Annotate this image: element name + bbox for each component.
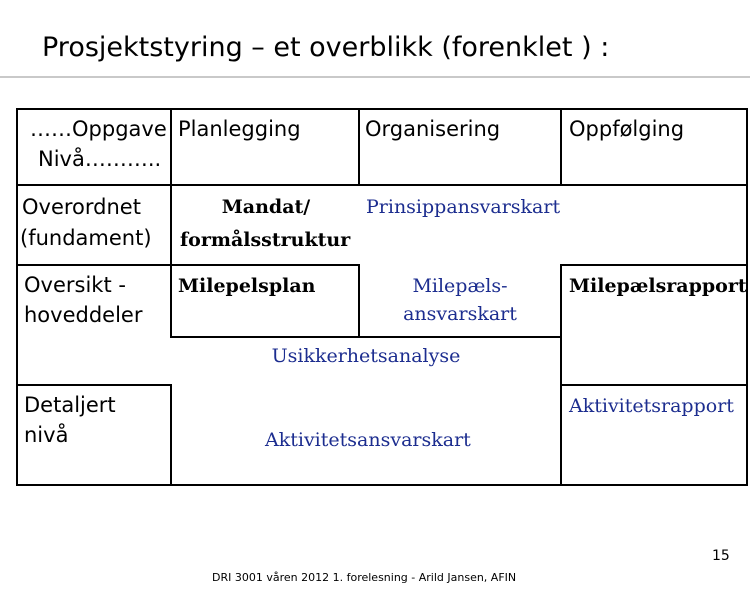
row-detailed-label-line1: Detaljert — [24, 393, 116, 417]
col-divider-level — [170, 108, 172, 336]
col-divider-planning-lower — [358, 264, 360, 336]
row-divider-header — [16, 184, 748, 186]
row-overview-label-line1: Oversikt - — [24, 273, 126, 297]
row-divider-uncertainty-top — [170, 336, 562, 338]
row-divider-uncertainty-left — [16, 384, 170, 386]
header-level-line2: Nivå……….. — [38, 147, 162, 171]
row-divider-uncertainty-right — [562, 384, 748, 386]
row-overview-label-line2: hoveddeler — [24, 303, 143, 327]
col-divider-level-lower — [170, 384, 172, 486]
uncertainty-analysis: Usikkerhetsanalyse — [271, 345, 461, 367]
row-divider-overall — [16, 264, 360, 266]
row-detailed-followup: Aktivitetsrapport — [569, 395, 734, 417]
row-detailed-label-line2: nivå — [24, 423, 69, 447]
row-divider-overview-right — [562, 264, 748, 266]
row-overall-label-line2: (fundament) — [20, 226, 152, 250]
header-followup: Oppfølging — [569, 117, 685, 141]
title-divider — [0, 76, 750, 78]
row-overall-planning-line2: formålsstruktur — [180, 229, 351, 251]
header-planning: Planlegging — [178, 117, 301, 141]
row-overview-organizing-line1: Milepæls- — [412, 275, 508, 297]
col-divider-organizing-lower — [560, 264, 562, 486]
row-overview-planning: Milepelsplan — [178, 275, 316, 297]
row-overall-organizing: Prinsippansvarskart — [366, 196, 561, 218]
row-detailed-organizing: Aktivitetsansvarskart — [265, 429, 471, 451]
row-overview-followup: Milepælsrapport — [569, 275, 747, 297]
col-divider-organizing — [560, 108, 562, 185]
col-divider-planning — [358, 108, 360, 185]
slide-title: Prosjektstyring – et overblikk (forenklet ) : — [42, 32, 610, 63]
header-level-line1: ……Oppgave — [30, 117, 167, 141]
footer-text: DRI 3001 våren 2012 1. forelesning - Arild Jansen, AFIN — [212, 571, 517, 584]
header-organizing: Organisering — [365, 117, 501, 141]
page-number: 15 — [712, 548, 730, 564]
row-overview-organizing-line2: ansvarskart — [403, 303, 517, 325]
row-overall-label-line1: Overordnet — [22, 195, 141, 219]
row-overall-planning-line1: Mandat/ — [221, 196, 311, 218]
